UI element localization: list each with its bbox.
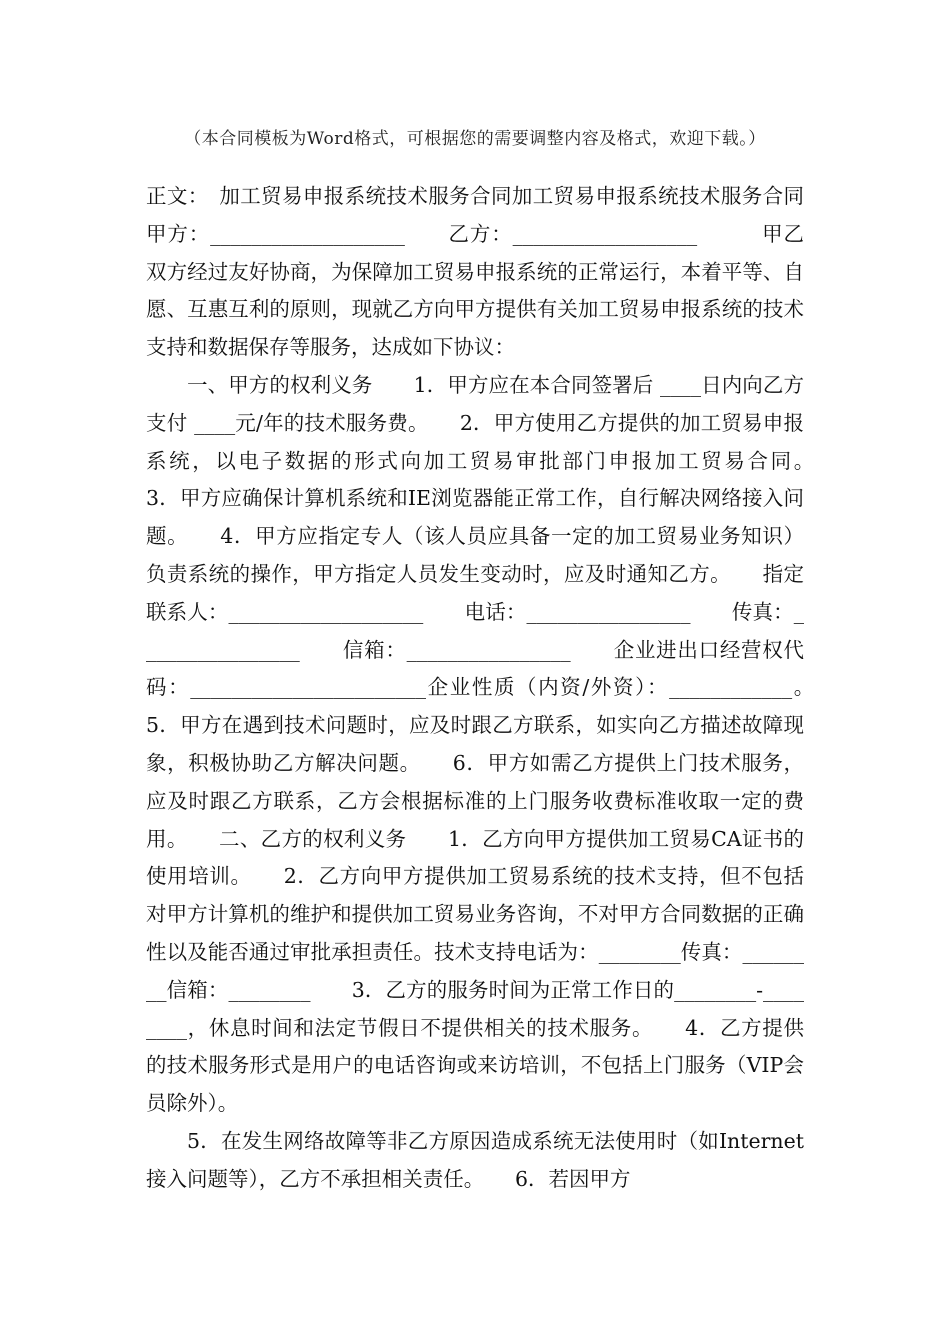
party-a-obligations-paragraph: 一、甲方的权利义务 1．甲方应在本合同签署后 ____日内向乙方支付 ____元/年的技术服务费。 2．甲方使用乙方提供的加工贸易申报系统，以电子数据的形式向加工贸易审批部门申报加工贸易合同。 3．甲方应确保计算机系统和IE浏览器能正常工作，自行解决网络接入问题。 4．甲方应指定专人（该人员应具备一定的加工贸易业务知识）负责系统的操作，甲方指定人员发生变动时，应及时通知乙方。 指定联系人：___________________ 电话：________________ 传真：________________ 信箱：________________ 企业进出口经营权代码：_______________________企业性质（内资/外资）：____________。 5．甲方在遇到技术问题时，应及时跟乙方联系，如实向乙方描述故障现象，积极协助乙方解决问题。 6．甲方如需乙方提供上门技术服务，应及时跟乙方联系，乙方会根据标准的上门服务收费标准收取一定的费用。 二、乙方的权利义务 1．乙方向甲方提供加工贸易CA证书的使用培训。 2．乙方向甲方提供加工贸易系统的技术支持，但不包括对甲方计算机的维护和提供加工贸易业务咨询，不对甲方合同数据的正确性以及能否通过审批承担责任。技术支持电话为：________传真：________信箱：________ 3．乙方的服务时间为正常工作日的________-________，休息时间和法定节假日不提供相关的技术服务。 4．乙方提供的技术服务形式是用户的电话咨询或来访培训，不包括上门服务（VIP会员除外）。 — [146, 372, 845, 1116]
party-b-liability-paragraph: 5．在发生网络故障等非乙方原因造成系统无法使用时（如Internet接入问题等），乙方不承担相关责任。 6．若因甲方 — [146, 1128, 804, 1191]
contract-body — [146, 178, 886, 1199]
contract-intro-paragraph: 正文： 加工贸易申报系统技术服务合同加工贸易申报系统技术服务合同 甲方：___________________ 乙方：__________________ 甲乙双方经过友好协商，为保障加工贸易申报系统的正常运行，本着平等、自愿、互惠互利的原则，现就乙方向甲方提供有关加工贸易申报系统的技术支持和数据保存等服务，达成如下协议： — [146, 184, 886, 360]
template-note: （本合同模板为Word格式，可根据您的需要调整内容及格式，欢迎下载。） — [184, 129, 766, 149]
